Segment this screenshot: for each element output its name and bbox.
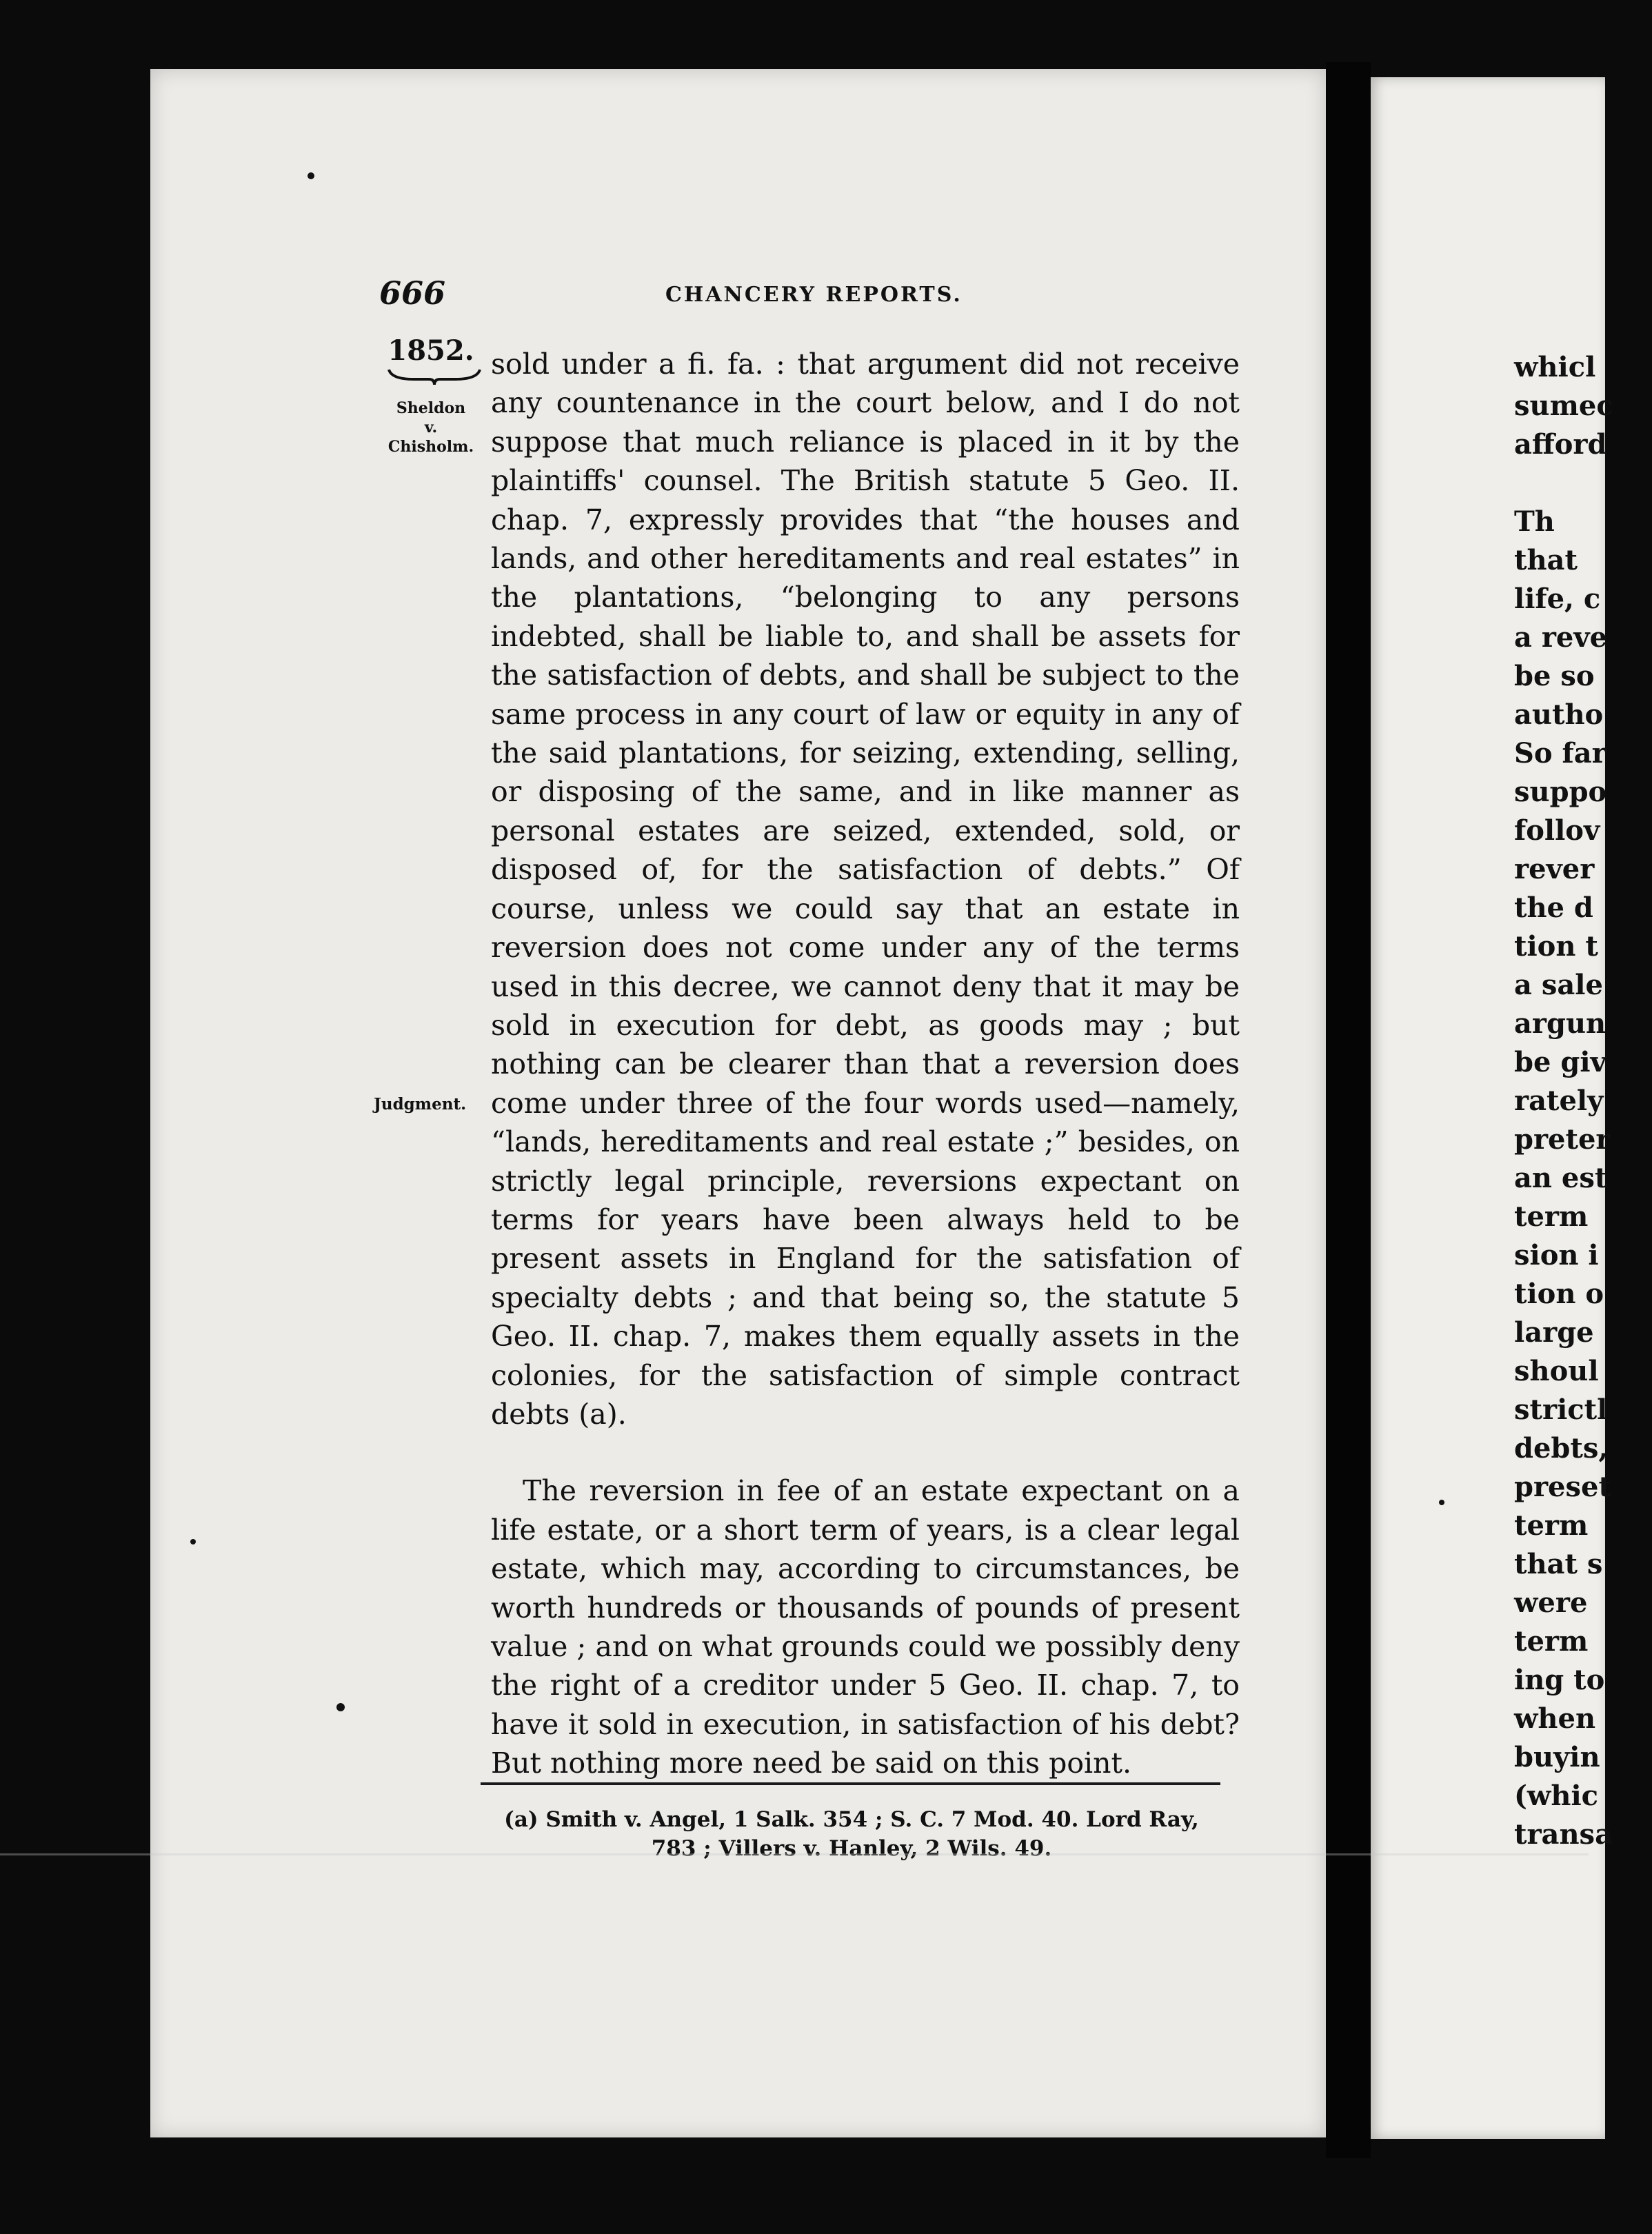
facing-page-line: when [1514,1702,1596,1735]
dust-speck [308,172,314,179]
facing-page-line: that [1514,544,1578,576]
facing-page-line: strictl [1514,1393,1608,1426]
facing-page-line: a sale [1514,969,1603,1001]
facing-page-line: life, c [1514,583,1601,615]
facing-page-line [1514,464,1652,503]
facing-page-line: afford [1514,428,1607,461]
footnote-line-2: 783 ; Villers v. Hanley, 2 Wils. 49. [651,1836,1052,1861]
facing-page-line: a reve [1514,621,1608,654]
margin-year: 1852. [387,334,474,367]
facing-page-line: argun [1514,1007,1606,1040]
footnote-rule [481,1782,1220,1785]
footnote-line-1: (a) Smith v. Angel, 1 Salk. 354 ; S. C. 7 Mod. 40. Lord Ray, [504,1807,1199,1832]
facing-page-line: be giv [1514,1046,1606,1078]
dust-speck [336,1703,345,1711]
running-title: CHANCERY REPORTS. [665,283,963,307]
facing-page-line: rately [1514,1085,1604,1117]
facing-page-line: rever [1514,853,1595,885]
margin-brace [386,367,483,386]
case-party-2: Chisholm. [387,438,474,456]
facing-page-line: were [1514,1587,1588,1619]
facing-page-line: preset [1514,1471,1611,1503]
facing-page-line: suppo [1514,776,1607,808]
facing-page-line: (whic [1514,1780,1598,1812]
scan-line [0,1853,1589,1855]
judgment-label: Judgment. [374,1095,467,1114]
facing-page-line: transa [1514,1818,1613,1851]
facing-page-line: term [1514,1509,1589,1542]
margin-case-name [372,399,490,456]
facing-page-line: sumec [1514,390,1613,422]
facing-page-line: Th [1514,505,1555,538]
page-gutter [1326,62,1371,2158]
facing-page-line: an est [1514,1162,1608,1194]
case-party-1: Sheldon [396,399,466,417]
facing-page-line: So far [1514,737,1606,769]
facing-page-line: whicl [1514,351,1596,383]
page-number: 666 [379,274,446,312]
facing-page-line: buyin [1514,1741,1600,1773]
facing-page-line: preter [1514,1123,1611,1156]
facing-page-line: that s [1514,1548,1603,1580]
dust-speck [1439,1500,1444,1505]
facing-page-line: large [1514,1316,1594,1349]
facing-page-line: tion o [1514,1278,1604,1310]
facing-page-line: sion i [1514,1239,1599,1271]
paragraph-2: The reversion in fee of an estate expectant on a life estate, or a short term of years, is a clear legal estate, which may, according to circumstances, be worth hundreds or thousands of pounds of present value ; and on what grounds could we possibly deny the right of a creditor under 5 Geo. II. chap. 7, to have it sold in execution, in satisfaction of his debt? But nothing more need be said on this point. [491,1474,1240,1780]
facing-page-line: shoul [1514,1355,1599,1387]
facing-page-line: the d [1514,892,1593,924]
dust-speck [190,1539,196,1544]
paragraph-1: sold under a fi. fa. : that argument did not receive any countenance in the court below, and I do not suppose that much reliance is placed in it by the plaintiffs' counsel. The British statute 5 Geo. II. chap. 7, expressly provides that “the houses and lands, and other hereditaments and real estates” in the plantations, “belonging to any persons indebted, shall be liable to, and shall be assets for the satisfaction of debts, and shall be subject to the same process in any court of law or equity in any of the said plantations, for seizing, extending, selling, or disposing of the same, and in like manner as personal estates are seized, extended, sold, or disposed of, for the satisfaction of debts.” Of course, unless we could say that an estate in reversion does not come under any of the terms used in this decree, we cannot deny that it may be sold in execution for debt, as goods may ; but nothing can be clearer than that a reversion does come under three of the four words used—namely, “lands, hereditaments and real estate ;” besides, on strictly legal principle, reversions expectant on terms for years have been always held to be present assets in England for the satisfation of specialty debts ; and that being so, the statute 5 Geo. II. chap. 7, makes them equally assets in the colonies, for the satisfaction of simple contract debts (a). [491,348,1240,1431]
facing-page-line: follov [1514,814,1600,847]
facing-page-line: term [1514,1625,1589,1658]
case-versus: v. [424,419,438,436]
body-text [491,345,1240,1783]
page-header [379,274,1276,323]
facing-page-line: debts, [1514,1432,1609,1465]
facing-page-text [1514,348,1652,1854]
facing-page-line: autho [1514,698,1604,731]
facing-page-line: be so [1514,660,1595,692]
facing-page-line: ing to [1514,1664,1605,1696]
facing-page-line: term [1514,1200,1589,1233]
facing-page-line: tion t [1514,930,1598,963]
